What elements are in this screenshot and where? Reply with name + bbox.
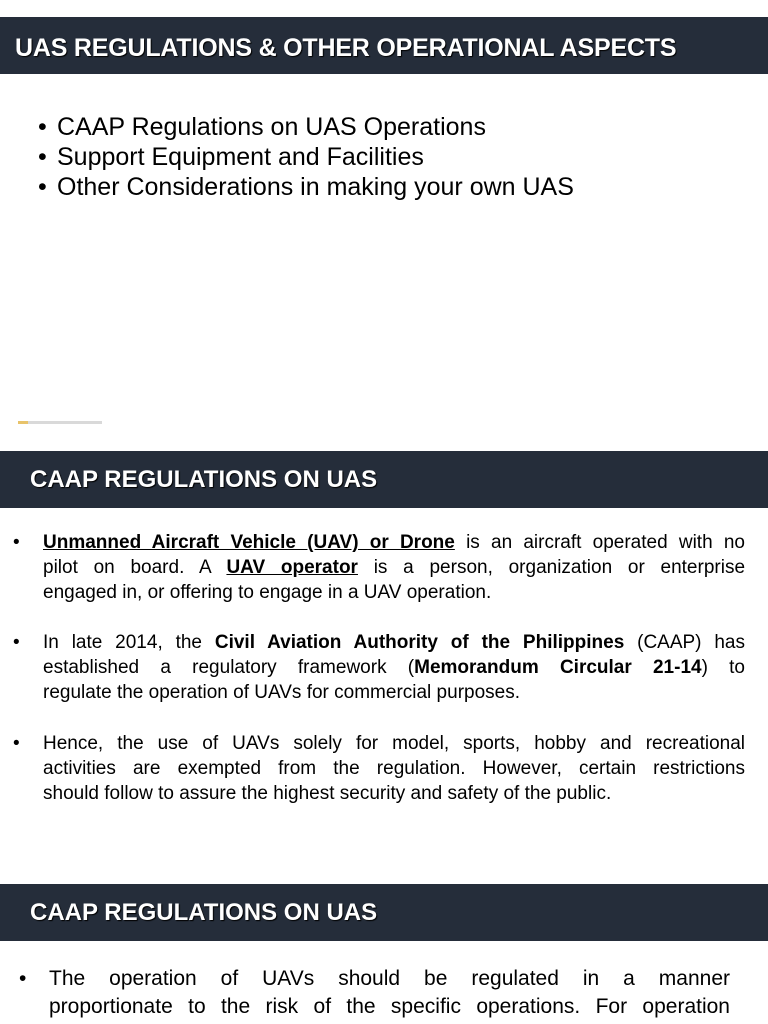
paragraph-text: is an aircraft operated with no bbox=[454, 532, 745, 553]
slide3-title-bar bbox=[0, 884, 768, 941]
bullet-icon: • bbox=[13, 632, 20, 653]
bullet-icon: • bbox=[13, 532, 20, 553]
paragraph-text: Hence, the use of UAVs solely for model, sports, hobby and recreational bbox=[43, 733, 745, 754]
bullet-icon: • bbox=[19, 967, 27, 990]
paragraph-text: proportionate to the risk of the specific operations. For operation bbox=[49, 995, 730, 1018]
bullet-icon: • bbox=[13, 733, 20, 754]
caap-name: Civil Aviation Authority of the Philippines bbox=[214, 632, 625, 653]
paragraph-text: ) to bbox=[701, 657, 746, 678]
slide1-footer-mark bbox=[18, 421, 102, 424]
risk-proportion-paragraph bbox=[19, 965, 730, 1021]
paragraph-text: In late 2014, the bbox=[43, 632, 215, 653]
slide1-title-bar bbox=[0, 17, 768, 74]
paragraph-text: The operation of UAVs should be regulated in a manner bbox=[49, 967, 730, 990]
uav-operator-term: UAV operator bbox=[226, 557, 358, 578]
slide1-topic-list bbox=[38, 112, 574, 202]
list-item: • Support Equipment and Facilities bbox=[38, 142, 574, 172]
paragraph-text: is a person, organization or enterprise bbox=[357, 557, 746, 578]
paragraph-text: regulate the operation of UAVs for commercial purposes. bbox=[43, 682, 520, 703]
paragraph-text: activities are exempted from the regulation. However, certain restrictions bbox=[43, 758, 745, 779]
paragraph-text: should follow to assure the highest security and safety of the public. bbox=[43, 783, 612, 804]
slide2-title-bar bbox=[0, 451, 768, 508]
slide1-title: UAS REGULATIONS & OTHER OPERATIONAL ASPECTS bbox=[15, 34, 677, 62]
list-item: • CAAP Regulations on UAS Operations bbox=[38, 112, 574, 142]
paragraph-text: pilot on board. A bbox=[43, 557, 227, 578]
memo-circular: Memorandum Circular 21-14 bbox=[414, 657, 702, 678]
exemption-paragraph bbox=[13, 731, 745, 806]
slide3-title: CAAP REGULATIONS ON UAS bbox=[30, 899, 378, 926]
paragraph-text: engaged in, or offering to engage in a UAV operation. bbox=[43, 582, 492, 603]
list-item: • Other Considerations in making your own UAS bbox=[38, 172, 574, 202]
uav-definition-paragraph bbox=[13, 530, 746, 605]
caap-framework-paragraph bbox=[13, 630, 746, 705]
paragraph-text: established a regulatory framework ( bbox=[43, 657, 415, 678]
paragraph-text: (CAAP) has bbox=[624, 632, 745, 653]
uav-term: Unmanned Aircraft Vehicle (UAV) or Drone bbox=[43, 532, 455, 553]
slide2-title: CAAP REGULATIONS ON UAS bbox=[30, 466, 378, 493]
